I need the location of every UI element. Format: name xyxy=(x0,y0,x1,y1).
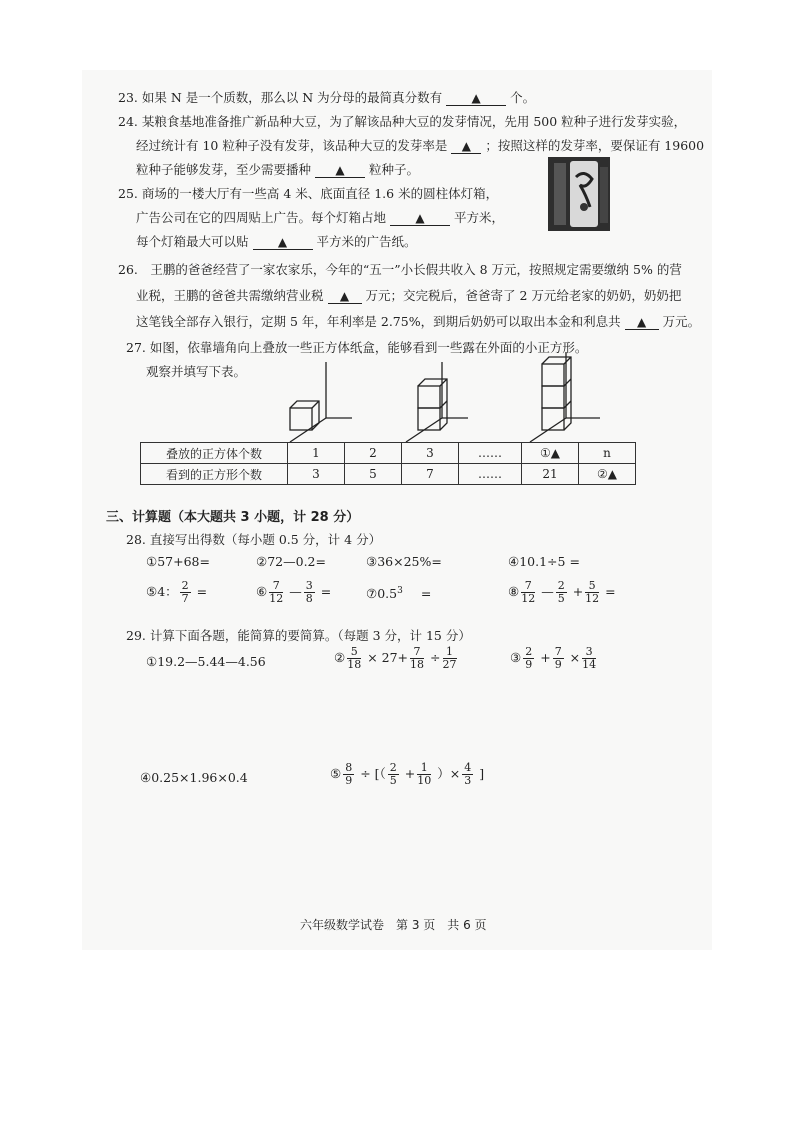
table-cell: …… xyxy=(459,443,522,464)
table-cell: 5 xyxy=(345,464,402,485)
table-cell: 3 xyxy=(288,464,345,485)
question-24-line1: 24. 某粮食基地准备推广新品种大豆，为了解该品种大豆的发芽情况，先用 500 粒种子进行发芽实验， xyxy=(118,114,687,129)
question-26-line1: 26. 王鹏的爸爸经营了一家农家乐，今年的“五一”小长假共收入 8 万元，按照规定需要缴纳 5% 的营 xyxy=(118,262,682,277)
calc-item: ⑥ $\frac{7}{12}$ — $\frac{3}{8}$ = xyxy=(256,579,332,605)
calc-item: ③36×25%= xyxy=(366,554,442,569)
table-cell: 21 xyxy=(522,464,579,485)
calc-item: ② $\frac{5}{18}$ × 27+ $\frac{7}{18}$ ÷ $\frac{1}{27}$ xyxy=(334,645,457,671)
calc-item: ⑧ $\frac{7}{12}$ — $\frac{2}{5}$ + $\frac{5}{12}$ = xyxy=(508,579,616,605)
table-cell: 3 xyxy=(402,443,459,464)
table-cell: 叠放的正方体个数 xyxy=(141,443,288,464)
calc-item: ④0.25×1.96×0.4 xyxy=(140,770,248,785)
lightbox-photo xyxy=(548,157,610,231)
question-25-line3: 每个灯箱最大可以贴 ▲ 平方米的广告纸。 xyxy=(136,234,417,249)
table-cell: n xyxy=(579,443,636,464)
question-25-line2: 广告公司在它的四周贴上广告。每个灯箱占地 ▲ 平方米， xyxy=(136,210,504,225)
answer-blank[interactable]: ▲ xyxy=(328,289,362,304)
answer-blank[interactable]: ▲ xyxy=(451,139,481,154)
calc-item: ⑤4： $\frac{2}{7}$ = xyxy=(146,579,208,605)
observation-table xyxy=(140,442,636,485)
calc-item: ⑤ $\frac{8}{9}$ ÷ [（ $\frac{2}{5}$ + $\frac{1}{10}$ ）× $\frac{4}{3}$ ] xyxy=(330,761,485,787)
lightbox-image xyxy=(548,157,610,231)
page-footer: 六年级数学试卷 第 3 页 共 6 页 xyxy=(300,918,487,932)
section-title: 三、计算题（本大题共 3 小题，计 28 分） xyxy=(106,510,360,525)
question-23: 23. 如果 N 是一个质数，那么以 N 为分母的最简真分数有 ▲ 个。 xyxy=(118,90,536,105)
question-27-line2: 观察并填写下表。 xyxy=(146,364,247,379)
table-row xyxy=(141,443,636,464)
calc-item: ②72—0.2= xyxy=(256,554,326,569)
table-cell: 7 xyxy=(402,464,459,485)
answer-blank[interactable]: ▲ xyxy=(253,235,313,250)
table-cell: 1 xyxy=(288,443,345,464)
table-cell: 看到的正方形个数 xyxy=(141,464,288,485)
question-25-line1: 25. 商场的一楼大厅有一些高 4 米、底面直径 1.6 米的圆柱体灯箱， xyxy=(118,186,499,201)
answer-cell[interactable]: ①▲ xyxy=(522,443,579,464)
calc-item: ③ $\frac{2}{9}$ + $\frac{7}{9}$ × $\frac{3}{14}$ xyxy=(510,645,597,671)
answer-cell[interactable]: ②▲ xyxy=(579,464,636,485)
table-cell: …… xyxy=(459,464,522,485)
question-26-line3: 这笔钱全部存入银行，定期 5 年，年利率是 2.75%，到期后奶奶可以取出本金和利息共 ▲ 万元。 xyxy=(136,314,701,329)
calc-item: ④10.1÷5 = xyxy=(508,554,580,569)
answer-blank[interactable]: ▲ xyxy=(390,211,450,226)
calc-item: $⑦0.5^3$ = xyxy=(366,586,432,602)
table-cell: 2 xyxy=(345,443,402,464)
calc-item: ①19.2—5.44—4.56 xyxy=(146,654,266,669)
answer-blank[interactable]: ▲ xyxy=(446,91,506,106)
question-27-line1: 27. 如图，依靠墙角向上叠放一些正方体纸盒，能够看到一些露在外面的小正方形。 xyxy=(126,340,588,355)
table-row xyxy=(141,464,636,485)
stacked-cubes-figure xyxy=(260,350,620,445)
question-29-title: 29. 计算下面各题，能简算的要简算。（每题 3 分，计 15 分） xyxy=(126,628,471,643)
question-24-line3: 粒种子能够发芽，至少需要播种 ▲ 粒种子。 xyxy=(136,162,419,177)
question-28-title: 28. 直接写出得数（每小题 0.5 分，计 4 分） xyxy=(126,532,382,547)
answer-blank[interactable]: ▲ xyxy=(625,315,659,330)
calc-item: ①57+68= xyxy=(146,554,210,569)
question-26-line2: 业税，王鹏的爸爸共需缴纳营业税 ▲ 万元；交完税后，爸爸寄了 2 万元给老家的奶奶，奶奶把 xyxy=(136,288,682,303)
question-24-line2: 经过统计有 10 粒种子没有发芽，该品种大豆的发芽率是 ▲ ；按照这样的发芽率，要保证有 19600 xyxy=(136,138,705,153)
answer-blank[interactable]: ▲ xyxy=(315,163,365,178)
